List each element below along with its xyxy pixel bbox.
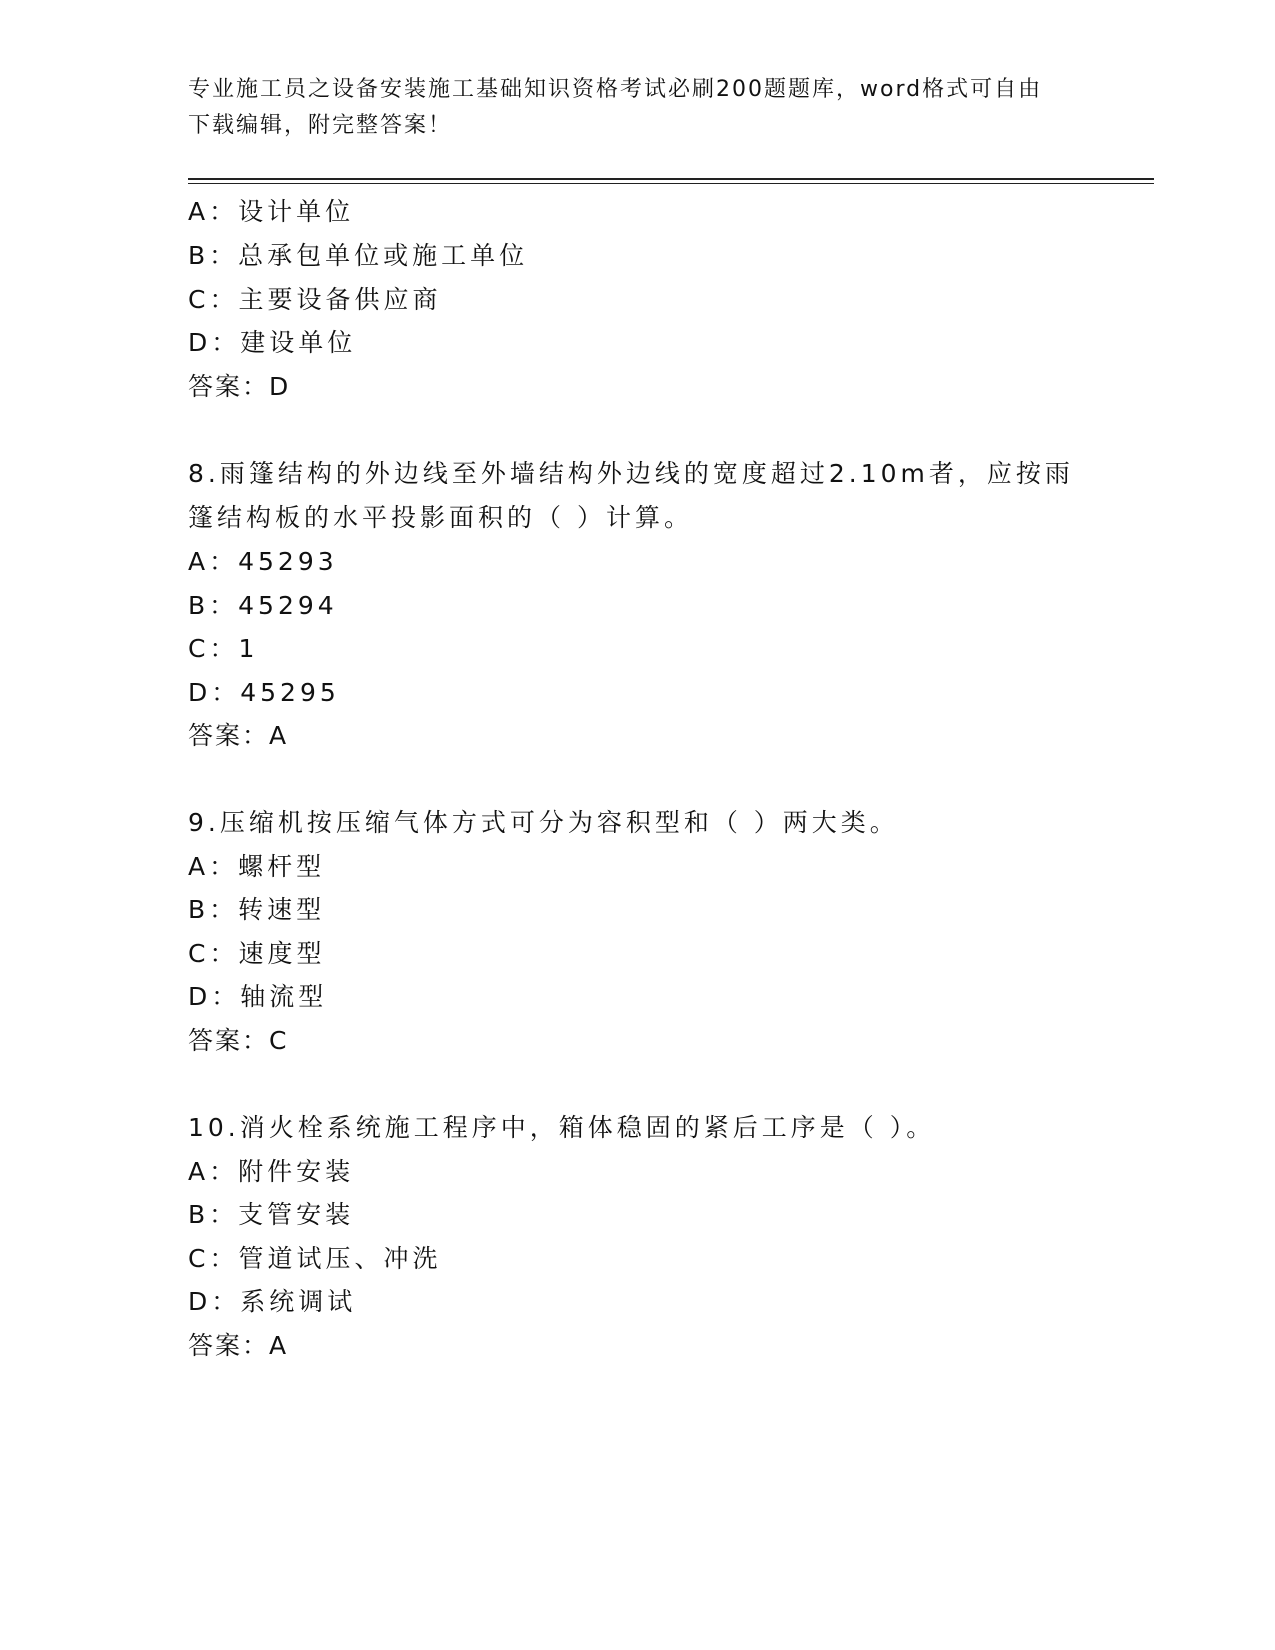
header-divider-thick [188, 178, 1154, 180]
question-10-answer: 答案：A [188, 1331, 289, 1360]
question-9-option-b: B：转速型 [188, 895, 326, 924]
prev-option-c: C：主要设备供应商 [188, 285, 442, 314]
question-8-text-cont: 篷结构板的水平投影面积的（ ）计算。 [188, 503, 693, 532]
question-9-option-d: D：轴流型 [188, 982, 328, 1011]
header-divider-thin [188, 183, 1154, 184]
question-8-answer: 答案：A [188, 721, 289, 750]
prev-option-a: A：设计单位 [188, 197, 355, 226]
document-header [188, 72, 1068, 144]
question-10-option-a: A：附件安装 [188, 1157, 355, 1186]
header-title-line-1: 专业施工员之设备安装施工基础知识资格考试必刷200题题库，word格式可自由 [188, 77, 1043, 102]
question-10-option-d: D：系统调试 [188, 1287, 357, 1316]
prev-answer: 答案：D [188, 372, 291, 401]
question-9-answer: 答案：C [188, 1026, 289, 1055]
prev-option-d: D：建设单位 [188, 328, 357, 357]
question-10-text: 10.消火栓系统施工程序中，箱体稳固的紧后工序是（ ）。 [188, 1113, 936, 1142]
question-10-option-b: B：支管安装 [188, 1200, 355, 1229]
question-8-option-b: B：45294 [188, 591, 338, 620]
question-10-option-c: C：管道试压、冲洗 [188, 1244, 442, 1273]
question-8-option-a: A：45293 [188, 547, 338, 576]
prev-option-b: B：总承包单位或施工单位 [188, 241, 529, 270]
question-8-option-c: C：1 [188, 634, 259, 663]
question-9-option-a: A：螺杆型 [188, 852, 326, 881]
question-8-text: 8.雨篷结构的外边线至外墙结构外边线的宽度超过2.10m者，应按雨 [188, 459, 1074, 488]
question-9-option-c: C：速度型 [188, 939, 326, 968]
question-9-text: 9.压缩机按压缩气体方式可分为容积型和（ ）两大类。 [188, 808, 899, 837]
header-title-line-2: 下载编辑，附完整答案！ [188, 113, 453, 138]
question-8-option-d: D：45295 [188, 678, 340, 707]
